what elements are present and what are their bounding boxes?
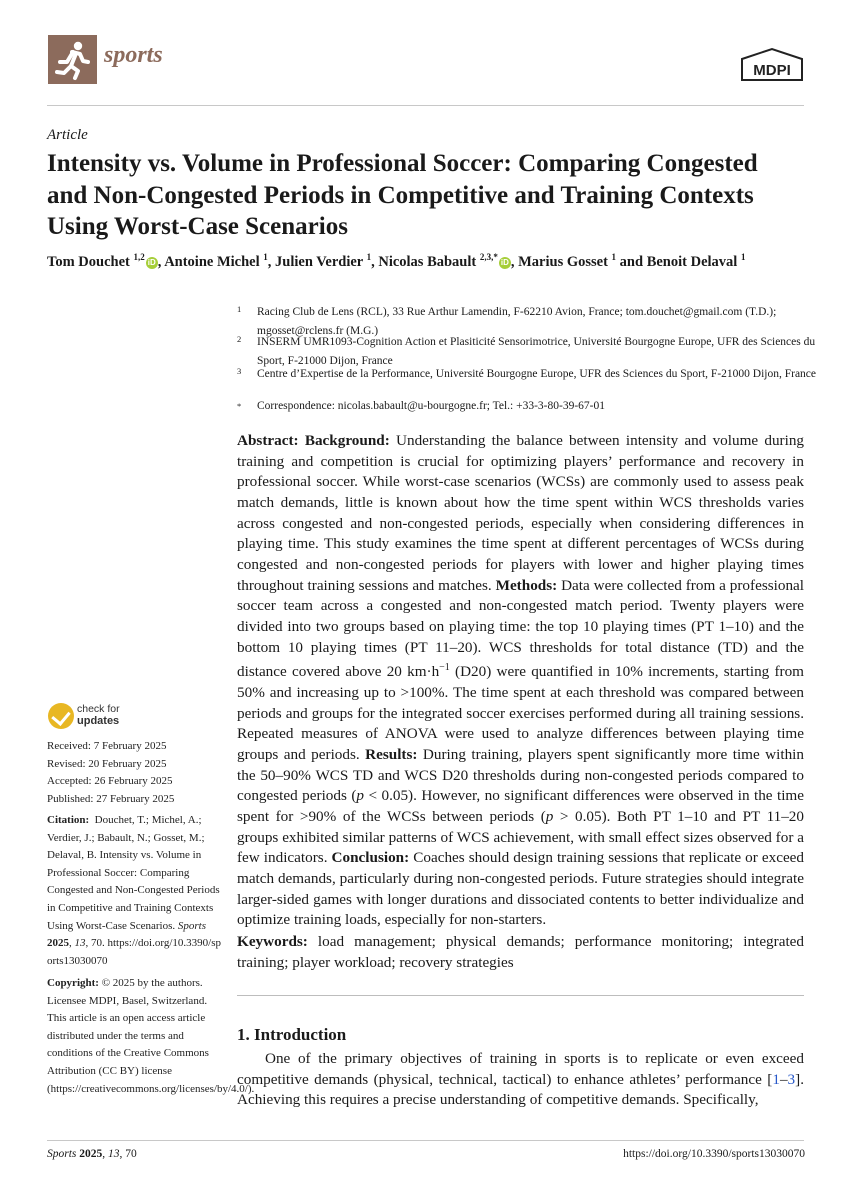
correspondence bbox=[237, 397, 827, 416]
affiliation-text: Racing Club de Lens (RCL), 33 Rue Arthur Lamendin, F-62210 Avion, France; tom.douchet@gmail.com (T.D.); mgosset@rclens.fr (M.G.) bbox=[257, 306, 777, 337]
citation-volume: 13 bbox=[74, 937, 86, 950]
keywords-label: Keywords: bbox=[237, 933, 308, 950]
affiliation-text: INSERM UMR1093-Cognition Action et Plasiticité Sensorimotrice, Université Bourgogne Europe, UFR des Sciences du Sport, F-21000 Dijon, France bbox=[257, 336, 816, 367]
orcid-icon[interactable]: iD bbox=[147, 257, 156, 267]
check-updates-icon bbox=[48, 703, 74, 729]
author-name: Antoine Michel bbox=[164, 253, 260, 270]
author-name: Marius Gosset bbox=[518, 253, 608, 270]
author-affiliation-marker: 1,2 bbox=[133, 252, 145, 262]
citation-pages: , 70. bbox=[85, 937, 108, 950]
footer-divider bbox=[47, 1140, 804, 1141]
author-name: Tom Douchet bbox=[47, 253, 130, 270]
mdpi-logo-text: MDPI bbox=[753, 62, 791, 79]
methods-text: Data were collected from a professional soccer team across a congested and non-congested match period. Twenty players were divided into two groups based on playing time: the top 10 playing times (PT 1–10) and the bottom 10 playing times (PT 11–20). WCS thresholds for total distance (TD) and the distance covered above 20 km·h bbox=[237, 576, 805, 681]
citation-text: Douchet, T.; Michel, A.; Verdier, J.; Babault, N.; Gosset, M.; Delaval, B. Intensity vs. Volume in Professional Soccer: Comparing Congested and Non-Congested Periods in Competitive and Training Contexts Using Worst-Case Scenarios. bbox=[47, 814, 220, 932]
citation-journal: Sports bbox=[177, 919, 207, 932]
section-divider bbox=[237, 995, 804, 996]
abstract-label: Abstract: bbox=[237, 432, 299, 449]
affiliation-number: 3 bbox=[237, 366, 242, 376]
author-affiliation-marker: 1 bbox=[263, 252, 268, 262]
introduction-heading: 1. Introduction bbox=[237, 1025, 347, 1044]
affiliation-text: Centre d’Expertise de la Performance, Université Bourgogne Europe, UFR des Sciences du Sport, F-21000 Dijon, France bbox=[257, 368, 817, 380]
keywords bbox=[237, 932, 804, 973]
citation-label: Citation: bbox=[47, 814, 90, 826]
introduction-text bbox=[237, 1049, 804, 1111]
results-text-end: > 0.05). Both PT 1–10 and PT 11–20 groups exhibited similar patterns of WCS achievement, with small effect sizes observed for a few indicators. bbox=[237, 807, 804, 867]
runner-icon bbox=[48, 35, 97, 84]
copyright-block bbox=[47, 975, 255, 1098]
check-updates-line1: check for bbox=[77, 703, 120, 715]
background-label: Background: bbox=[304, 432, 390, 449]
journal-name: sports bbox=[104, 42, 163, 68]
methods-label: Methods: bbox=[495, 576, 558, 594]
copyright-text: © 2025 by the authors. Licensee MDPI, Basel, Switzerland. This article is an open access article distributed under the terms and conditions of the Creative Commons Attribution (CC BY) license (https://creativecommons.org/licenses/by/4.0/). bbox=[47, 977, 255, 1095]
methods-text-cont: (D20) were quantified in 10% increments, starting from 50% and increasing up to >100%. The time spent at each threshold was compared between periods and groups for the integrated soccer exercises performed during all training sessions. Repeated measures of ANOVA were used to analyze differences between playing time groups and periods. bbox=[237, 663, 804, 763]
header-divider bbox=[47, 105, 804, 106]
date-published: Published: 27 February 2025 bbox=[47, 792, 175, 805]
author-list: Tom Douchet $^{1,2}$iD , Antoine Michel $^1$, Julien Verdier $^1$, Nicolas Babault $^{2,3,*}$iD , Marius Gosset $^1$ and Benoit Delaval $^1$ bbox=[47, 252, 746, 270]
author-name: Benoit Delaval bbox=[646, 253, 738, 270]
article-title: Intensity vs. Volume in Professional Soccer: Comparing Congested and Non-Congested Periods in Competitive and Training Contexts Using Worst-Case Scenarios bbox=[47, 150, 758, 240]
p-symbol: p bbox=[356, 787, 364, 805]
author-name: Julien Verdier bbox=[275, 253, 363, 270]
affiliation-number: 1 bbox=[237, 304, 242, 314]
copyright-label: Copyright: bbox=[47, 977, 99, 989]
intro-text-b: ]. Achieving this requires a precise understanding of competitive demands. Specifically, bbox=[237, 1070, 804, 1109]
affiliation-number: 2 bbox=[237, 334, 242, 344]
correspondence-text: Correspondence: nicolas.babault@u-bourgogne.fr; Tel.: +33-3-80-39-67-01 bbox=[257, 400, 605, 412]
journal-logo bbox=[48, 35, 97, 84]
orcid-icon[interactable]: iD bbox=[500, 257, 509, 267]
abstract bbox=[237, 431, 804, 931]
correspondence-marker: * bbox=[237, 401, 242, 411]
results-label: Results: bbox=[365, 745, 418, 763]
footer-citation: Sports 2025, 13, 70 bbox=[47, 1148, 137, 1160]
author-affiliation-marker: 1 bbox=[611, 252, 617, 262]
intro-text-a: One of the primary objectives of training in sports is to replicate or even exceed competitive demands (physical, technical, tactical) to enhance athletes’ performance [ bbox=[237, 1050, 804, 1088]
citation-block: Citation: Douchet, T.; Michel, A.; Verdier, J.; Babault, N.; Gosset, M.; Delaval, B. Intensity vs. Volume in Professional Soccer: Comparing Congested and Non-Congested Periods in Competitive and Training Contexts Using Worst-Case Scenarios. Sports 2025, 13, 70. https://doi.org/10.3390/sports13030070 bbox=[47, 814, 221, 967]
author-affiliation-marker: 1 bbox=[366, 252, 372, 262]
citation-year: 2025 bbox=[47, 937, 69, 950]
results-text: During training, players spent significantly more time within the 50–90% WCS TD and WCS D20 thresholds during non-congested periods compared to congested periods ( bbox=[237, 745, 804, 805]
reference-link-3[interactable]: 3 bbox=[787, 1070, 796, 1088]
footer-doi-link[interactable]: https://doi.org/10.3390/sports13030070 bbox=[623, 1148, 805, 1160]
mdpi-logo bbox=[740, 47, 804, 81]
ref-dash: – bbox=[779, 1070, 788, 1088]
citation-doi-link[interactable]: https://doi.org/10.3390/sports13030070 bbox=[47, 937, 221, 967]
author-affiliation-marker: 2,3,* bbox=[479, 252, 498, 262]
check-updates-line2: updates bbox=[77, 715, 120, 727]
results-text-cont: < 0.05). However, no significant differences were observed in the time spent for >90% of the WCSs between periods ( bbox=[237, 787, 804, 825]
date-revised: Revised: 20 February 2025 bbox=[47, 757, 167, 770]
affiliation-3 bbox=[237, 365, 827, 384]
unit-exponent: −1 bbox=[439, 662, 450, 674]
article-type: Article bbox=[47, 127, 88, 143]
author-affiliation-marker: 1 bbox=[740, 252, 746, 262]
check-for-updates-button[interactable] bbox=[48, 703, 168, 733]
author-name: Nicolas Babault bbox=[378, 253, 477, 270]
conclusion-text: Coaches should design training sessions that replicate or exceed match demands, particularly during non-congested periods. Future strategies should integrate larger-sided games with longer durations and dissociated contents to better individualize and optimize training loads, especially for non-starters. bbox=[237, 849, 805, 929]
p-symbol: p bbox=[545, 807, 554, 825]
publication-dates bbox=[47, 738, 222, 808]
background-text: Understanding the balance between intensity and volume during training and competition is crucial for optimizing players’ performance and recovery in professional soccer. While worst-case scenarios (WCSs) are commonly used to assess peak match demands, little is known about how the time spent within WCS thresholds varies across congested and non-congested periods, especially when considering differences in playing time. This study examines the time spent at different percentages of WCSs during congested and non-congested periods for players with lower and higher playing times throughout training sessions and matches. bbox=[237, 432, 805, 594]
date-accepted: Accepted: 26 February 2025 bbox=[47, 775, 173, 788]
date-received: Received: 7 February 2025 bbox=[47, 740, 167, 752]
keywords-text: load management; physical demands; performance monitoring; integrated training; player workload; recovery strategies bbox=[237, 933, 805, 971]
conclusion-label: Conclusion: bbox=[331, 849, 410, 867]
reference-link-1[interactable]: 1 bbox=[772, 1070, 780, 1088]
